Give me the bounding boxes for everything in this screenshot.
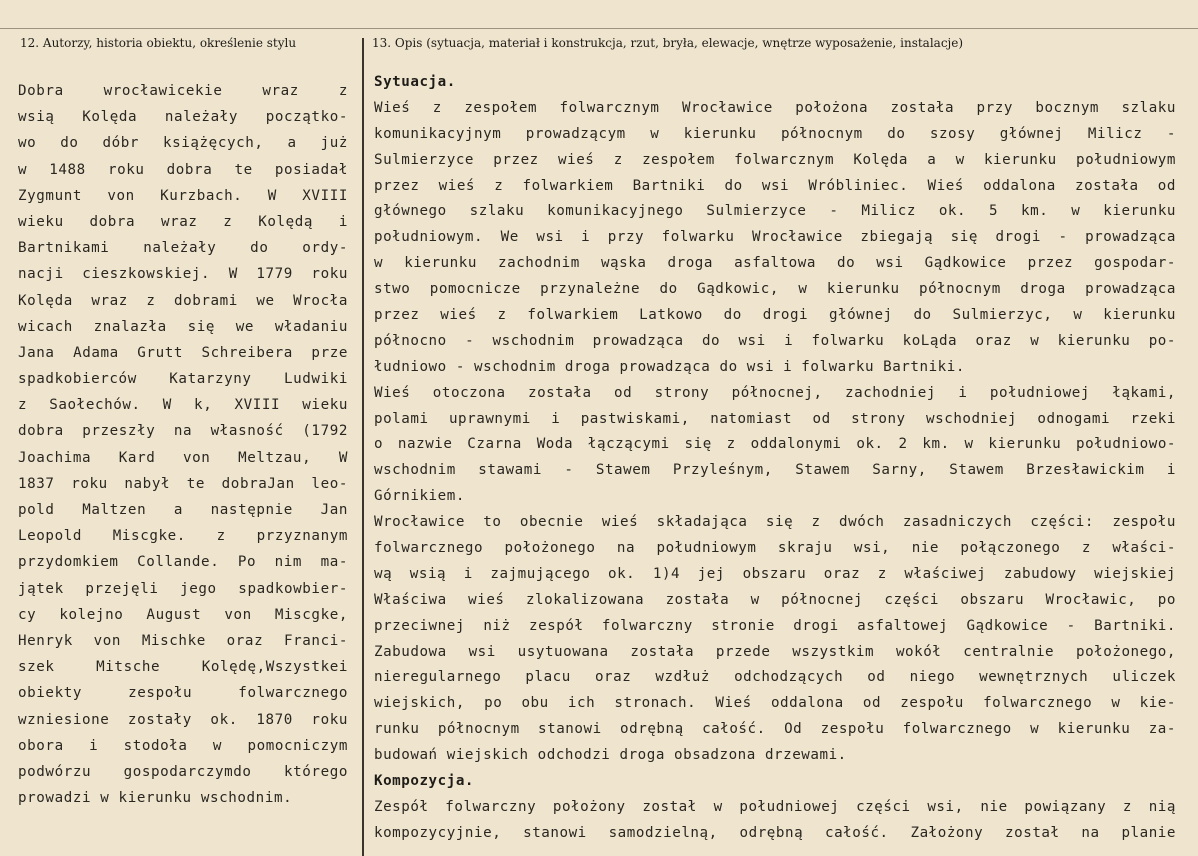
history-text-column [18, 78, 348, 811]
description-text-line: Zespół folwarczny położony został w południowej części wsi, nie powiązany z nią [374, 798, 1176, 815]
history-text-line: przydomkiem Collande. Po nim ma- [18, 554, 348, 571]
description-text-line: wiejskich, po obu ich stronach. Wieś oddalona od zespołu folwarcznego w kie- [374, 695, 1176, 712]
history-text-line: Bartnikami należały do ordy- [18, 240, 348, 257]
history-text-line: z Saołechów. W k, XVIII wieku [18, 397, 348, 414]
description-text-line: o nazwie Czarna Woda łączącymi się z oddalonymi ok. 2 km. w kierunku południowo- [374, 436, 1176, 453]
description-text-line: łudniowo - wschodnim droga prowadząca do wsi i folwarku Bartniki. [374, 358, 965, 375]
history-text-line: w 1488 roku dobra te posiadał [18, 161, 348, 178]
history-text-line: podwórzu gospodarczymdo którego [18, 763, 348, 780]
description-text-line: Sulmierzyce przez wieś z zespołem folwarcznym Kolęda a w kierunku południowym [374, 151, 1176, 168]
history-text-line: wzniesione zostały ok. 1870 roku [18, 711, 348, 728]
description-text-line: Górnikiem. [374, 488, 465, 505]
description-text-line: budowań wiejskich odchodzi droga obsadzona drzewami. [374, 747, 847, 764]
history-text-line: spadkobierców Katarzyny Ludwiki [18, 371, 348, 388]
history-text-line: dobra przeszły na własność (1792 [18, 423, 348, 440]
history-text-line: Dobra wrocławicekie wraz z [18, 83, 348, 99]
history-text-line: jątek przejęli jego spadkowbier- [18, 580, 348, 597]
description-text-line: wą wsią i zajmującego ok. 1)4 jej obszaru oraz z właściwej zabudowy wiejskiej [374, 565, 1176, 582]
description-text-line: stwo pomocnicze przynależne do Gądkowic, w kierunku północnym droga prowadząca [374, 281, 1176, 298]
description-text-line: runku północnym stanowi odrębną całość. Od zespołu folwarcznego w kierunku za- [374, 721, 1176, 738]
description-text-line: Wieś z zespołem folwarcznym Wrocławice położona została przy bocznym szlaku [374, 99, 1176, 116]
description-text-line: kompozycyjnie, stanowi samodzielną, odrębną całość. Założony został na planie [374, 824, 1176, 841]
section-heading: Sytuacja. [374, 74, 456, 90]
history-text-line: prowadzi w kierunku wschodnim. [18, 790, 293, 807]
history-text-line: pold Maltzen a następnie Jan [18, 502, 348, 518]
history-text-line: szek Mitsche Kolędę,Wszystkei [18, 659, 348, 676]
description-text-line: Wieś otoczona została od strony północnej, zachodniej i południowej łąkami, [374, 384, 1176, 401]
description-text-line: północno - wschodnim prowadząca do wsi i folwarku koLąda oraz w kierunku po- [374, 332, 1176, 349]
description-text-line: głównego szlaku komunikacyjnego Sulmierzyce - Milicz ok. 5 km. w kierunku [374, 203, 1176, 220]
history-text-line: obiekty zespołu folwarcznego [18, 685, 348, 702]
column-divider [362, 38, 364, 856]
top-divider [0, 28, 1198, 29]
description-text-line: południowym. We wsi i przy folwarku Wrocławice zbiegają się drogi - prowadząca [374, 229, 1176, 246]
description-text-line: wschodnim stawami - Stawem Przyleśnym, Stawem Sarny, Stawem Brzesławickim i [374, 462, 1176, 479]
history-text-line: Henryk von Mischke oraz Franci- [18, 632, 348, 649]
history-text-line: Zygmunt von Kurzbach. W XVIII [18, 187, 348, 204]
description-text-line: nieregularnego placu oraz wzdłuż odchodzących od niego wewnętrznych uliczek [374, 669, 1176, 686]
history-text-line: Leopold Miscgke. z przyznanym [18, 528, 348, 545]
description-text-line: folwarcznego położonego na południowym skraju wsi, nie połączonego z właści- [374, 540, 1176, 557]
history-text-line: 1837 roku nabył te dobraJan leo- [18, 475, 348, 492]
history-text-line: cy kolejno August von Miscgke, [18, 606, 348, 623]
history-text-line: wicach znalazła się we władaniu [18, 318, 348, 335]
description-text-line: przeciwnej niż zespół folwarczny stronie drogi asfaltowej Gądkowice - Bartniki. [374, 617, 1176, 634]
description-text-line: Właściwa wieś zlokalizowana została w północnej części obszaru Wrocławic, po [374, 591, 1176, 608]
description-text-line: Zabudowa wsi usytuowana została przede wszystkim wokół centralnie położonego, [374, 643, 1176, 660]
history-text-line: wieku dobra wraz z Kolędą i [18, 213, 348, 230]
section-12-header: 12. Autorzy, historia obiektu, określenie stylu [20, 36, 297, 50]
history-text-line: wsią Kolęda należały początko- [18, 109, 348, 126]
description-text-line: przez wieś z folwarkiem Latkowo do drogi głównej do Sulmierzyc, w kierunku [374, 307, 1176, 324]
description-text-line: komunikacyjnym prowadzącym w kierunku północnym do szosy głównej Milicz - [374, 125, 1176, 142]
description-text-line: Wrocławice to obecnie wieś składająca się z dwóch zasadniczych części: zespołu [374, 514, 1176, 531]
history-text-line: obora i stodoła w pomocniczym [18, 737, 348, 754]
history-text-line: nacji cieszkowskiej. W 1779 roku [18, 266, 348, 283]
section-13-header: 13. Opis (sytuacja, materiał i konstrukcja, rzut, bryła, elewacje, wnętrze wyposażenie, instalacje) [372, 36, 964, 50]
description-text-line: w kierunku zachodnim wąska droga asfaltowa do wsi Gądkowice przez gospodar- [374, 255, 1176, 272]
history-text-line: Kolęda wraz z dobrami we Wrocła [18, 292, 348, 309]
history-text-line: Joachima Kard von Meltzau, W [18, 449, 348, 466]
history-text-line: Jana Adama Grutt Schreibera prze [18, 344, 348, 361]
section-heading: Kompozycja. [374, 773, 475, 790]
description-text-line: polami uprawnymi i pastwiskami, natomiast od strony wschodniej odnogami rzeki [374, 410, 1176, 427]
description-text-line: przez wieś z folwarkiem Bartniki do wsi Wróbliniec. Wieś oddalona została od [374, 177, 1176, 194]
history-text-line: wo do dóbr książęcych, a już [18, 135, 348, 152]
description-text-column [374, 70, 1176, 847]
